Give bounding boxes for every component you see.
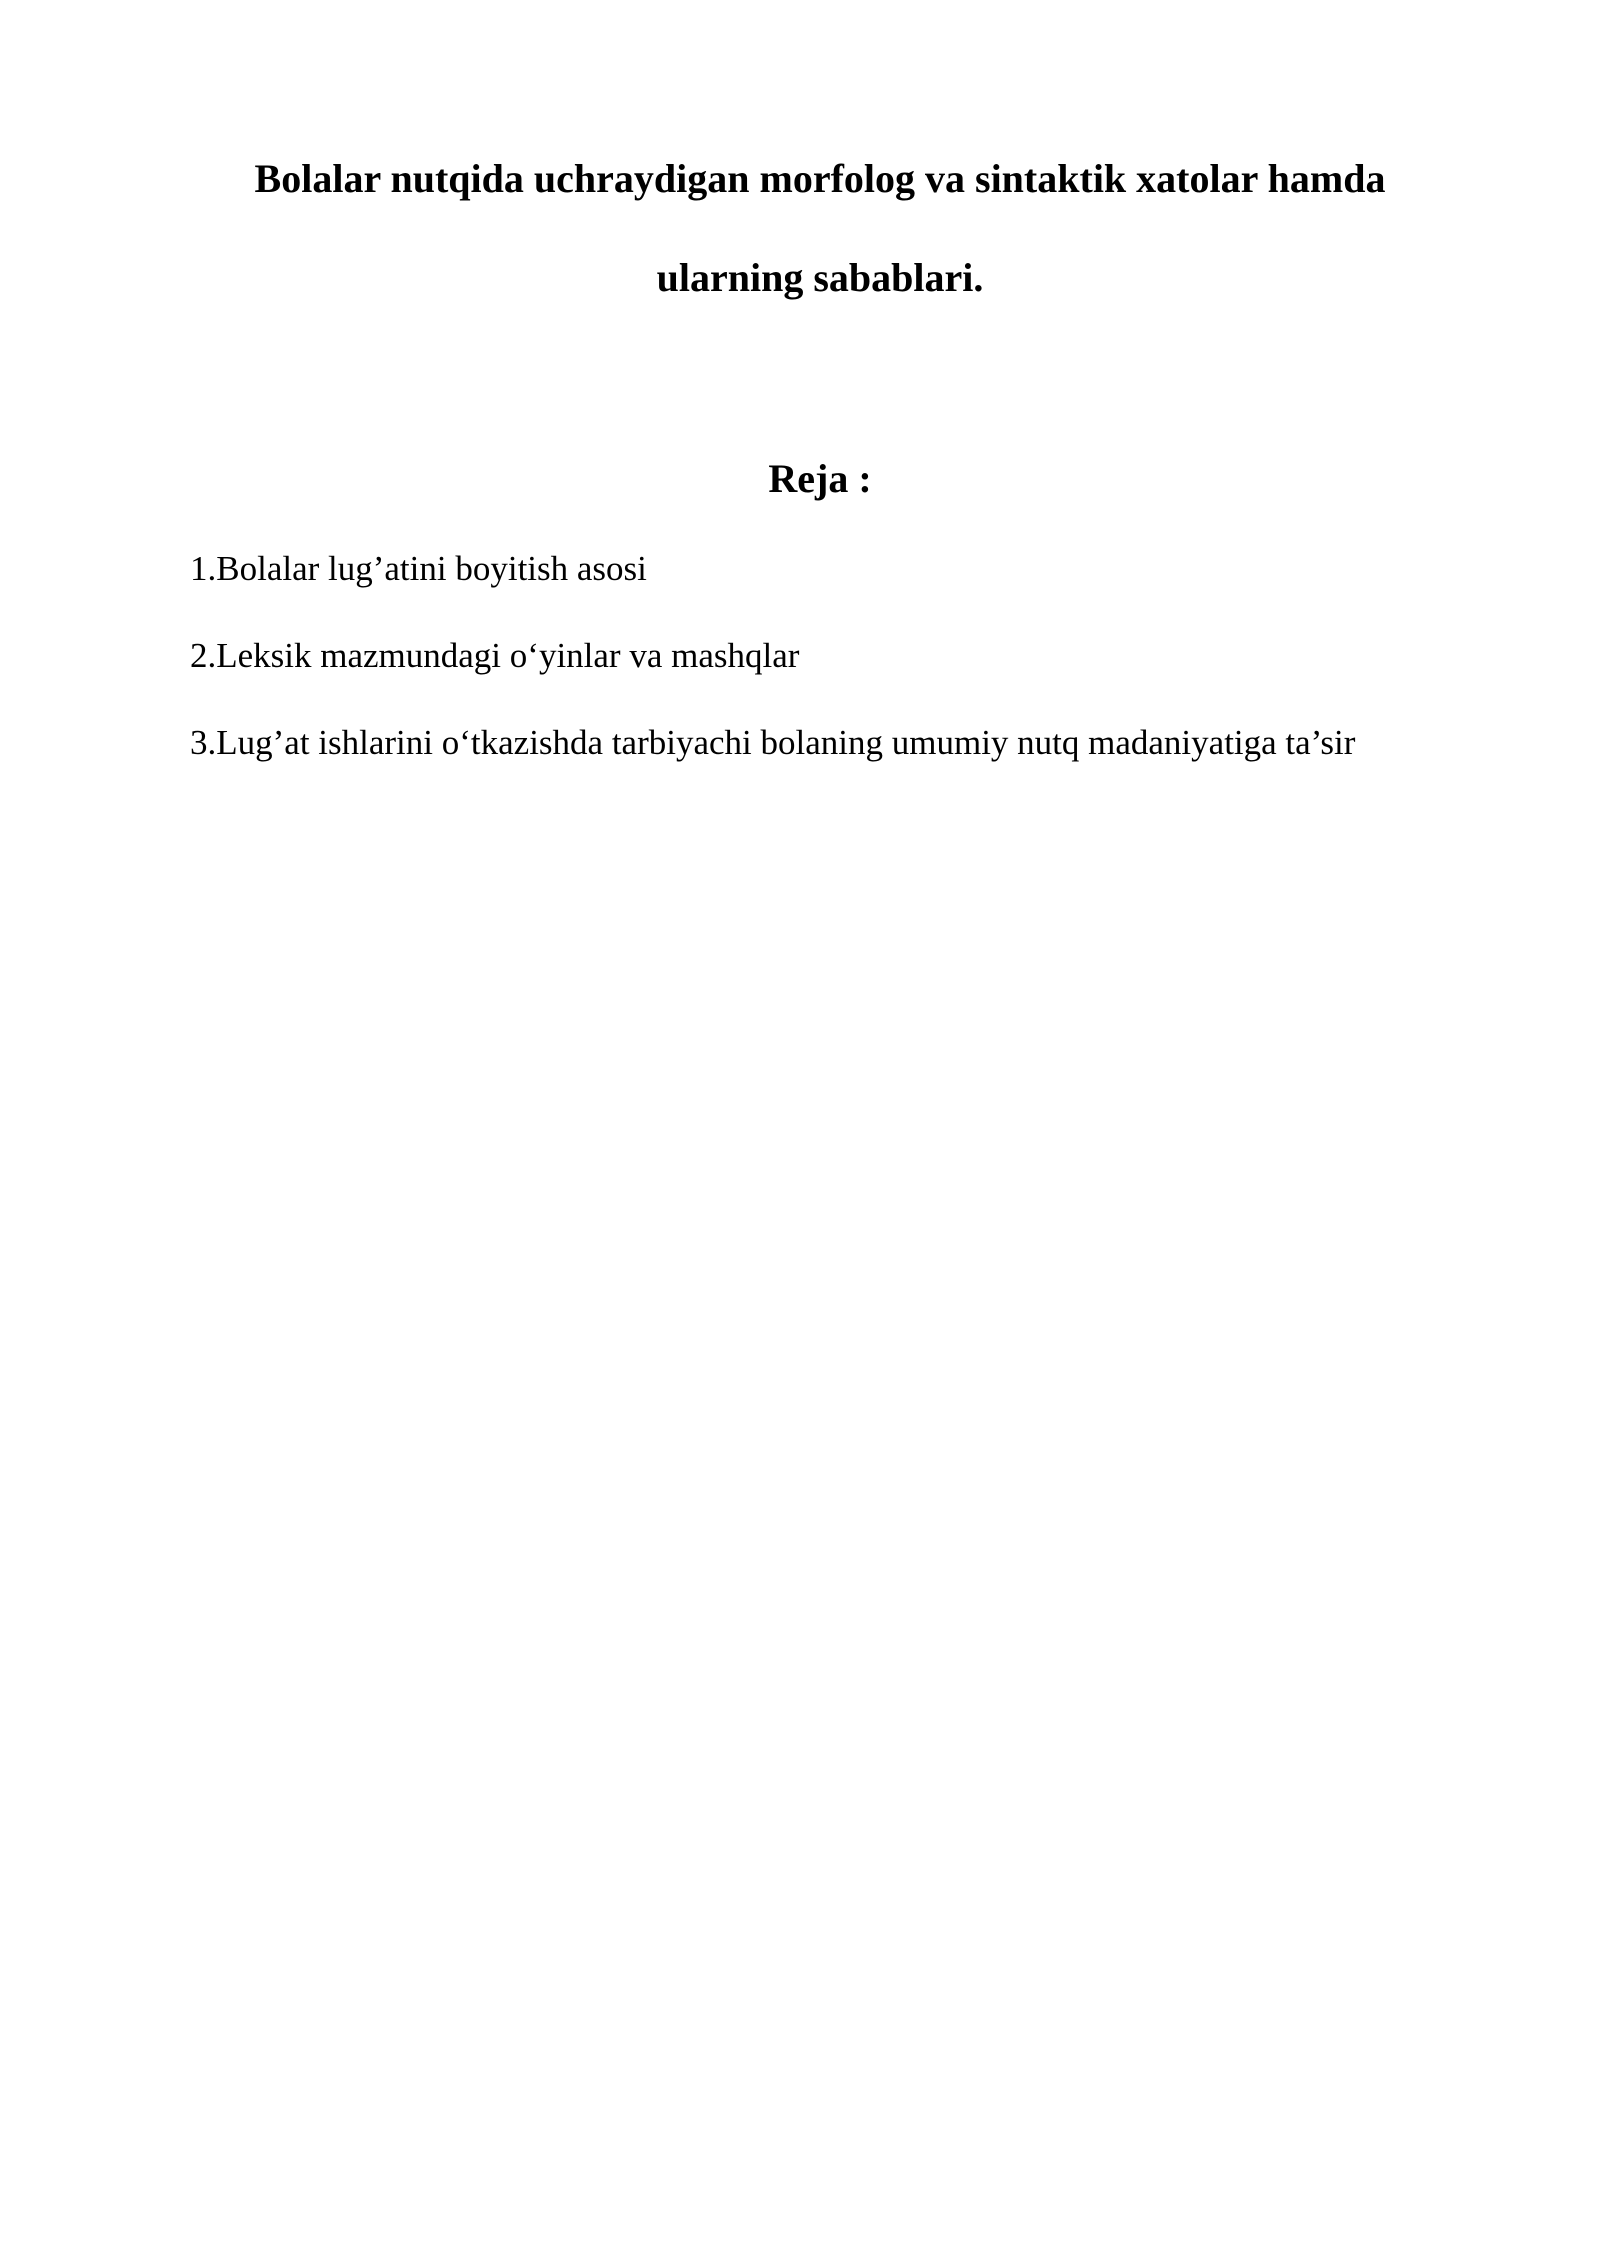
document-title-line-1: Bolalar nutqida uchraydigan morfolog va sintaktik xatolar hamda [254, 156, 1386, 201]
plan-list [190, 548, 1355, 809]
plan-item-3: 3.Lug’at ishlarini o‘tkazishda tarbiyachi bolaning umumiy nutq madaniyatiga ta’sir [190, 723, 1356, 762]
plan-item-1: 1.Bolalar lug’atini boyitish asosi [190, 549, 647, 588]
document-title-line-2: ularning sabablari. [656, 255, 984, 300]
plan-heading: Reja : [768, 456, 872, 501]
plan-item-2: 2.Leksik mazmundagi o‘yinlar va mashqlar [190, 636, 800, 675]
